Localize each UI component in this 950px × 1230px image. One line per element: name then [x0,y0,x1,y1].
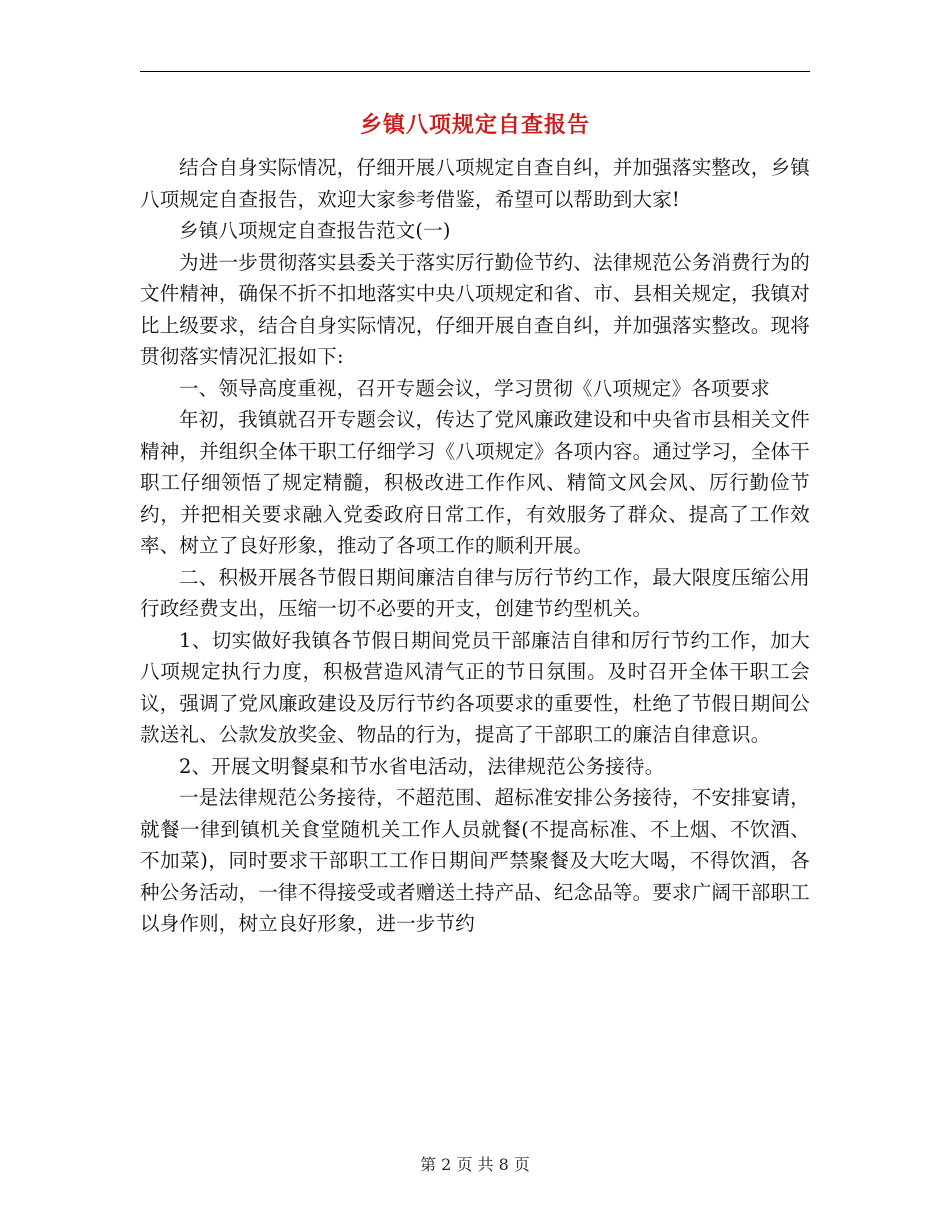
paragraph-item-1: 1、切实做好我镇各节假日期间党员干部廉洁自律和厉行节约工作，加大八项规定执行力度，积极营造风清气正的节日氛围。及时召开全体干职工会议，强调了党风廉政建设及厉行节约各项要求的重要性，杜绝了节假日期间公款送礼、公款发放奖金、物品的行为，提高了干部职工的廉洁自律意识。 [140,628,810,746]
section-heading-2: 二、积极开展各节假日期间廉洁自律与厉行节约工作，最大限度压缩公用行政经费支出，压缩一切不必要的开支，创建节约型机关。 [140,565,810,620]
paragraph-intro: 结合自身实际情况，仔细开展八项规定自查自纠，并加强落实整改，乡镇八项规定自查报告，欢迎大家参考借鉴，希望可以帮助到大家! [140,156,810,211]
paragraph-section-1: 年初，我镇就召开专题会议，传达了党风廉政建设和中央省市县相关文件精神，并组织全体干职工仔细学习《八项规定》各项内容。通过学习，全体干职工仔细领悟了规定精髓，积极改进工作作风、精简文风会风、厉行勤俭节约，并把相关要求融入党委政府日常工作，有效服务了群众、提高了工作效率、树立了良好形象，推动了各项工作的顺利开展。 [140,408,810,557]
paragraph-item-2-detail: 一是法律规范公务接待，不超范围、超标准安排公务接待，不安排宴请，就餐一律到镇机关食堂随机关工作人员就餐(不提高标准、不上烟、不饮酒、不加菜)，同时要求干部职工工作日期间严禁聚餐及大吃大喝，不得饮酒，各种公务活动，一律不得接受或者赠送土持产品、纪念品等。要求广阔干部职工以身作则，树立良好形象，进一步节约 [140,786,810,935]
header-rule [140,71,810,72]
section-heading-1: 一、领导高度重视，召开专题会议，学习贯彻《八项规定》各项要求 [179,376,771,400]
paragraph-item-2: 2、开展文明餐桌和节水省电活动，法律规范公务接待。 [179,754,665,778]
document-title: 乡镇八项规定自查报告 [359,112,590,138]
paragraph-subtitle: 乡镇八项规定自查报告范文(一) [179,219,451,242]
paragraph-purpose: 为进一步贯彻落实县委关于落实厉行勤俭节约、法律规范公务消费行为的文件精神，确保不折不扣地落实中央八项规定和省、市、县相关规定，我镇对比上级要求，结合自身实际情况，仔细开展自查自纠，并加强落实整改。现将贯彻落实情况汇报如下: [140,250,810,368]
document-body [140,152,810,940]
page-number: 第 2 页 共 8 页 [420,1155,530,1174]
